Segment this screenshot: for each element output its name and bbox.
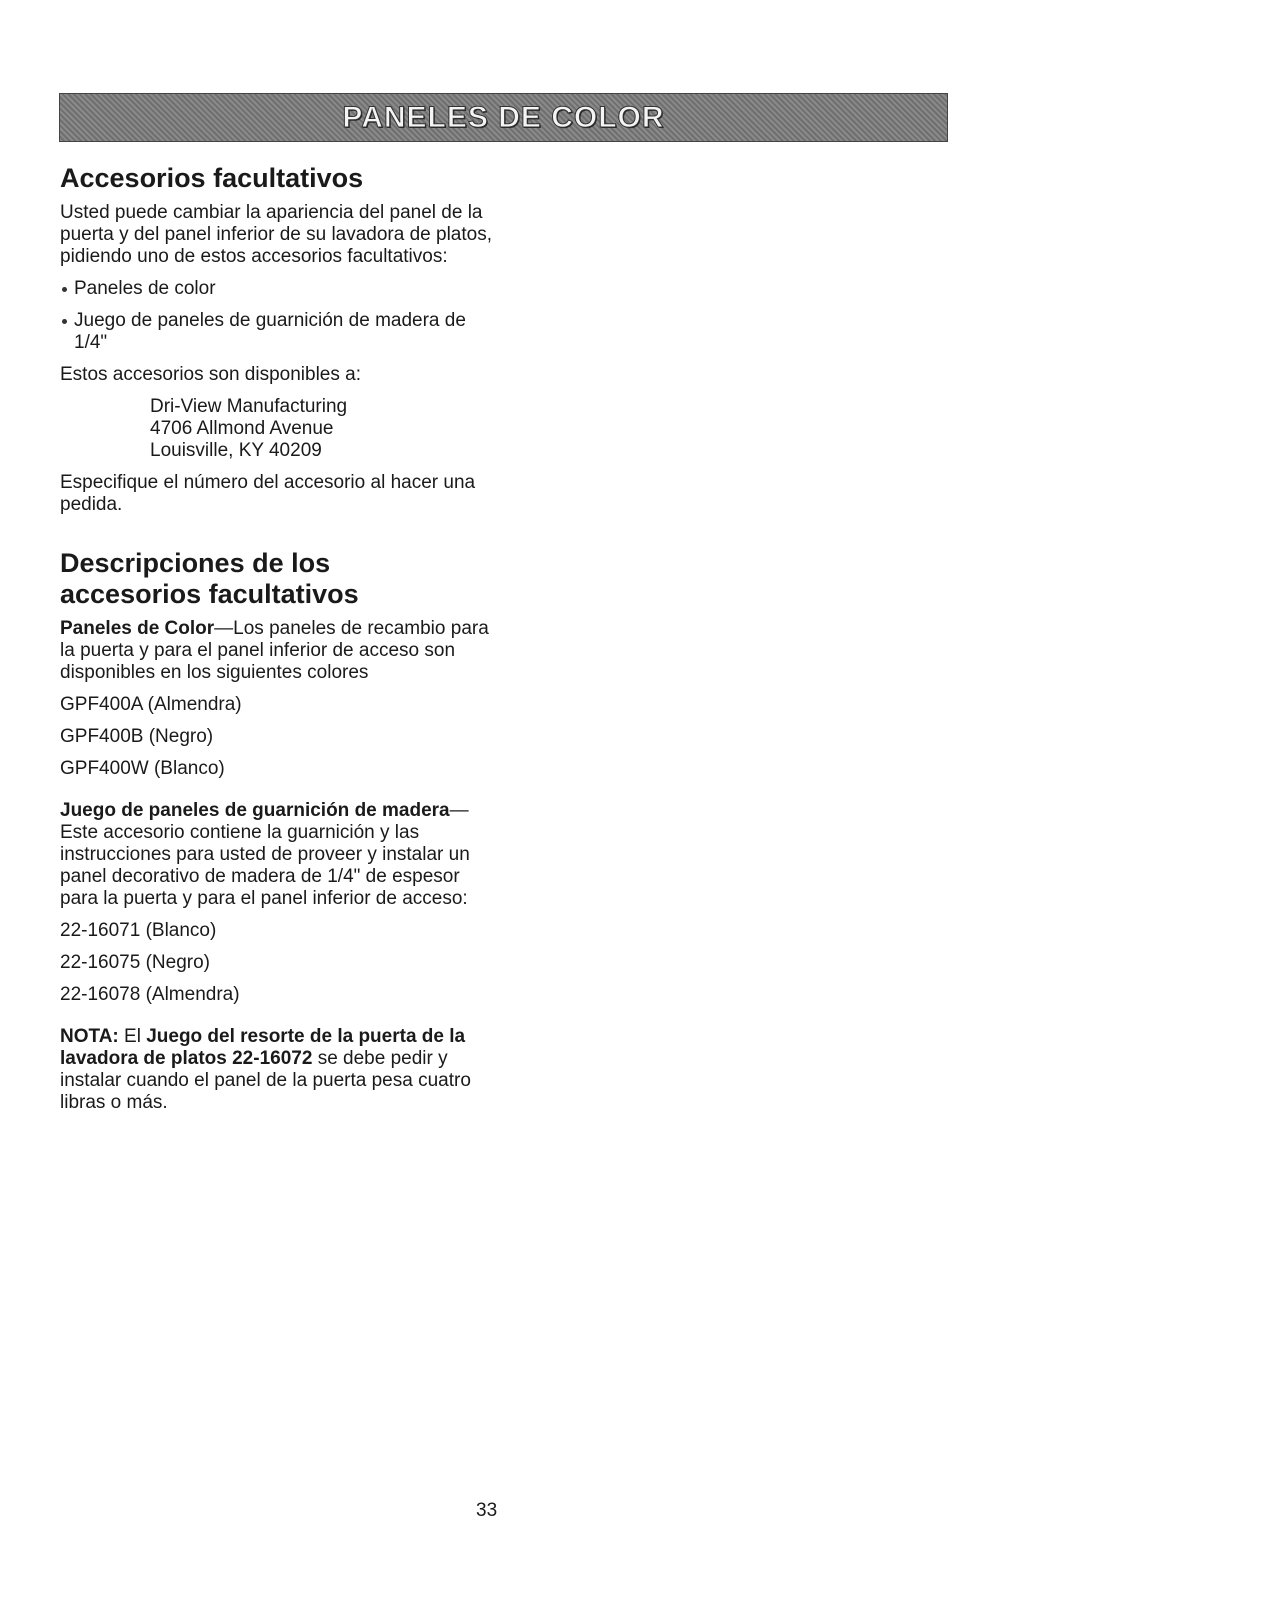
banner-title: PANELES DE COLOR bbox=[342, 100, 665, 134]
availability-text: Estos accesorios son disponibles a: bbox=[60, 364, 361, 385]
list-item: 22-16078 (Almendra) bbox=[60, 984, 240, 1005]
wood-kit-text: —Este accesorio contiene la guarnición y las instrucciones para usted de proveer y instalar un panel decorativo de madera de 1/4" de espesor para la puerta y para el panel inferior de acceso: bbox=[60, 800, 470, 909]
wood-kit-paragraph bbox=[60, 800, 500, 910]
address-block bbox=[60, 396, 500, 462]
note-paragraph bbox=[60, 1026, 500, 1114]
section-banner bbox=[59, 93, 948, 142]
color-panels-paragraph bbox=[60, 618, 500, 684]
color-panels-text: —Los paneles de recambio para la puerta y para el panel inferior de acceso son disponibles en los siguientes colores bbox=[60, 618, 489, 683]
note-text: El bbox=[118, 1026, 147, 1047]
list-item: 22-16075 (Negro) bbox=[60, 952, 210, 973]
address-line: Louisville, KY 40209 bbox=[150, 440, 322, 461]
page-number: 33 bbox=[476, 1500, 498, 1521]
address-line: 4706 Allmond Avenue bbox=[150, 418, 334, 439]
note-bold: Juego del resorte de la puerta de la lavadora de platos 22-16072 bbox=[60, 1026, 466, 1069]
list-item: GPF400A (Almendra) bbox=[60, 694, 242, 715]
list-item: Paneles de color bbox=[60, 278, 500, 300]
list-item: GPF400B (Negro) bbox=[60, 726, 214, 747]
wood-kit-label: Juego de paneles de guarnición de madera bbox=[60, 800, 450, 821]
page-content bbox=[60, 163, 500, 1114]
heading-accesorios: Accesorios facultativos bbox=[60, 163, 364, 193]
list-item: 22-16071 (Blanco) bbox=[60, 920, 217, 941]
color-panels-label: Paneles de Color bbox=[60, 618, 215, 639]
order-note: Especifique el número del accesorio al hacer una pedida. bbox=[60, 472, 476, 515]
note-label: NOTA: bbox=[60, 1026, 119, 1047]
list-item: GPF400W (Blanco) bbox=[60, 758, 225, 779]
note-text: se debe pedir y instalar cuando el panel de la puerta pesa cuatro libras o más. bbox=[60, 1048, 471, 1113]
heading-line: Descripciones de los bbox=[60, 548, 331, 578]
heading-line: accesorios facultativos bbox=[60, 579, 359, 609]
list-item: Juego de paneles de guarnición de madera de 1/4" bbox=[60, 310, 500, 354]
intro-paragraph: Usted puede cambiar la apariencia del panel de la puerta y del panel inferior de su lavadora de platos, pidiendo uno de estos accesorios facultativos: bbox=[60, 202, 492, 267]
address-line: Dri-View Manufacturing bbox=[150, 396, 348, 417]
heading-descripciones bbox=[60, 548, 500, 610]
